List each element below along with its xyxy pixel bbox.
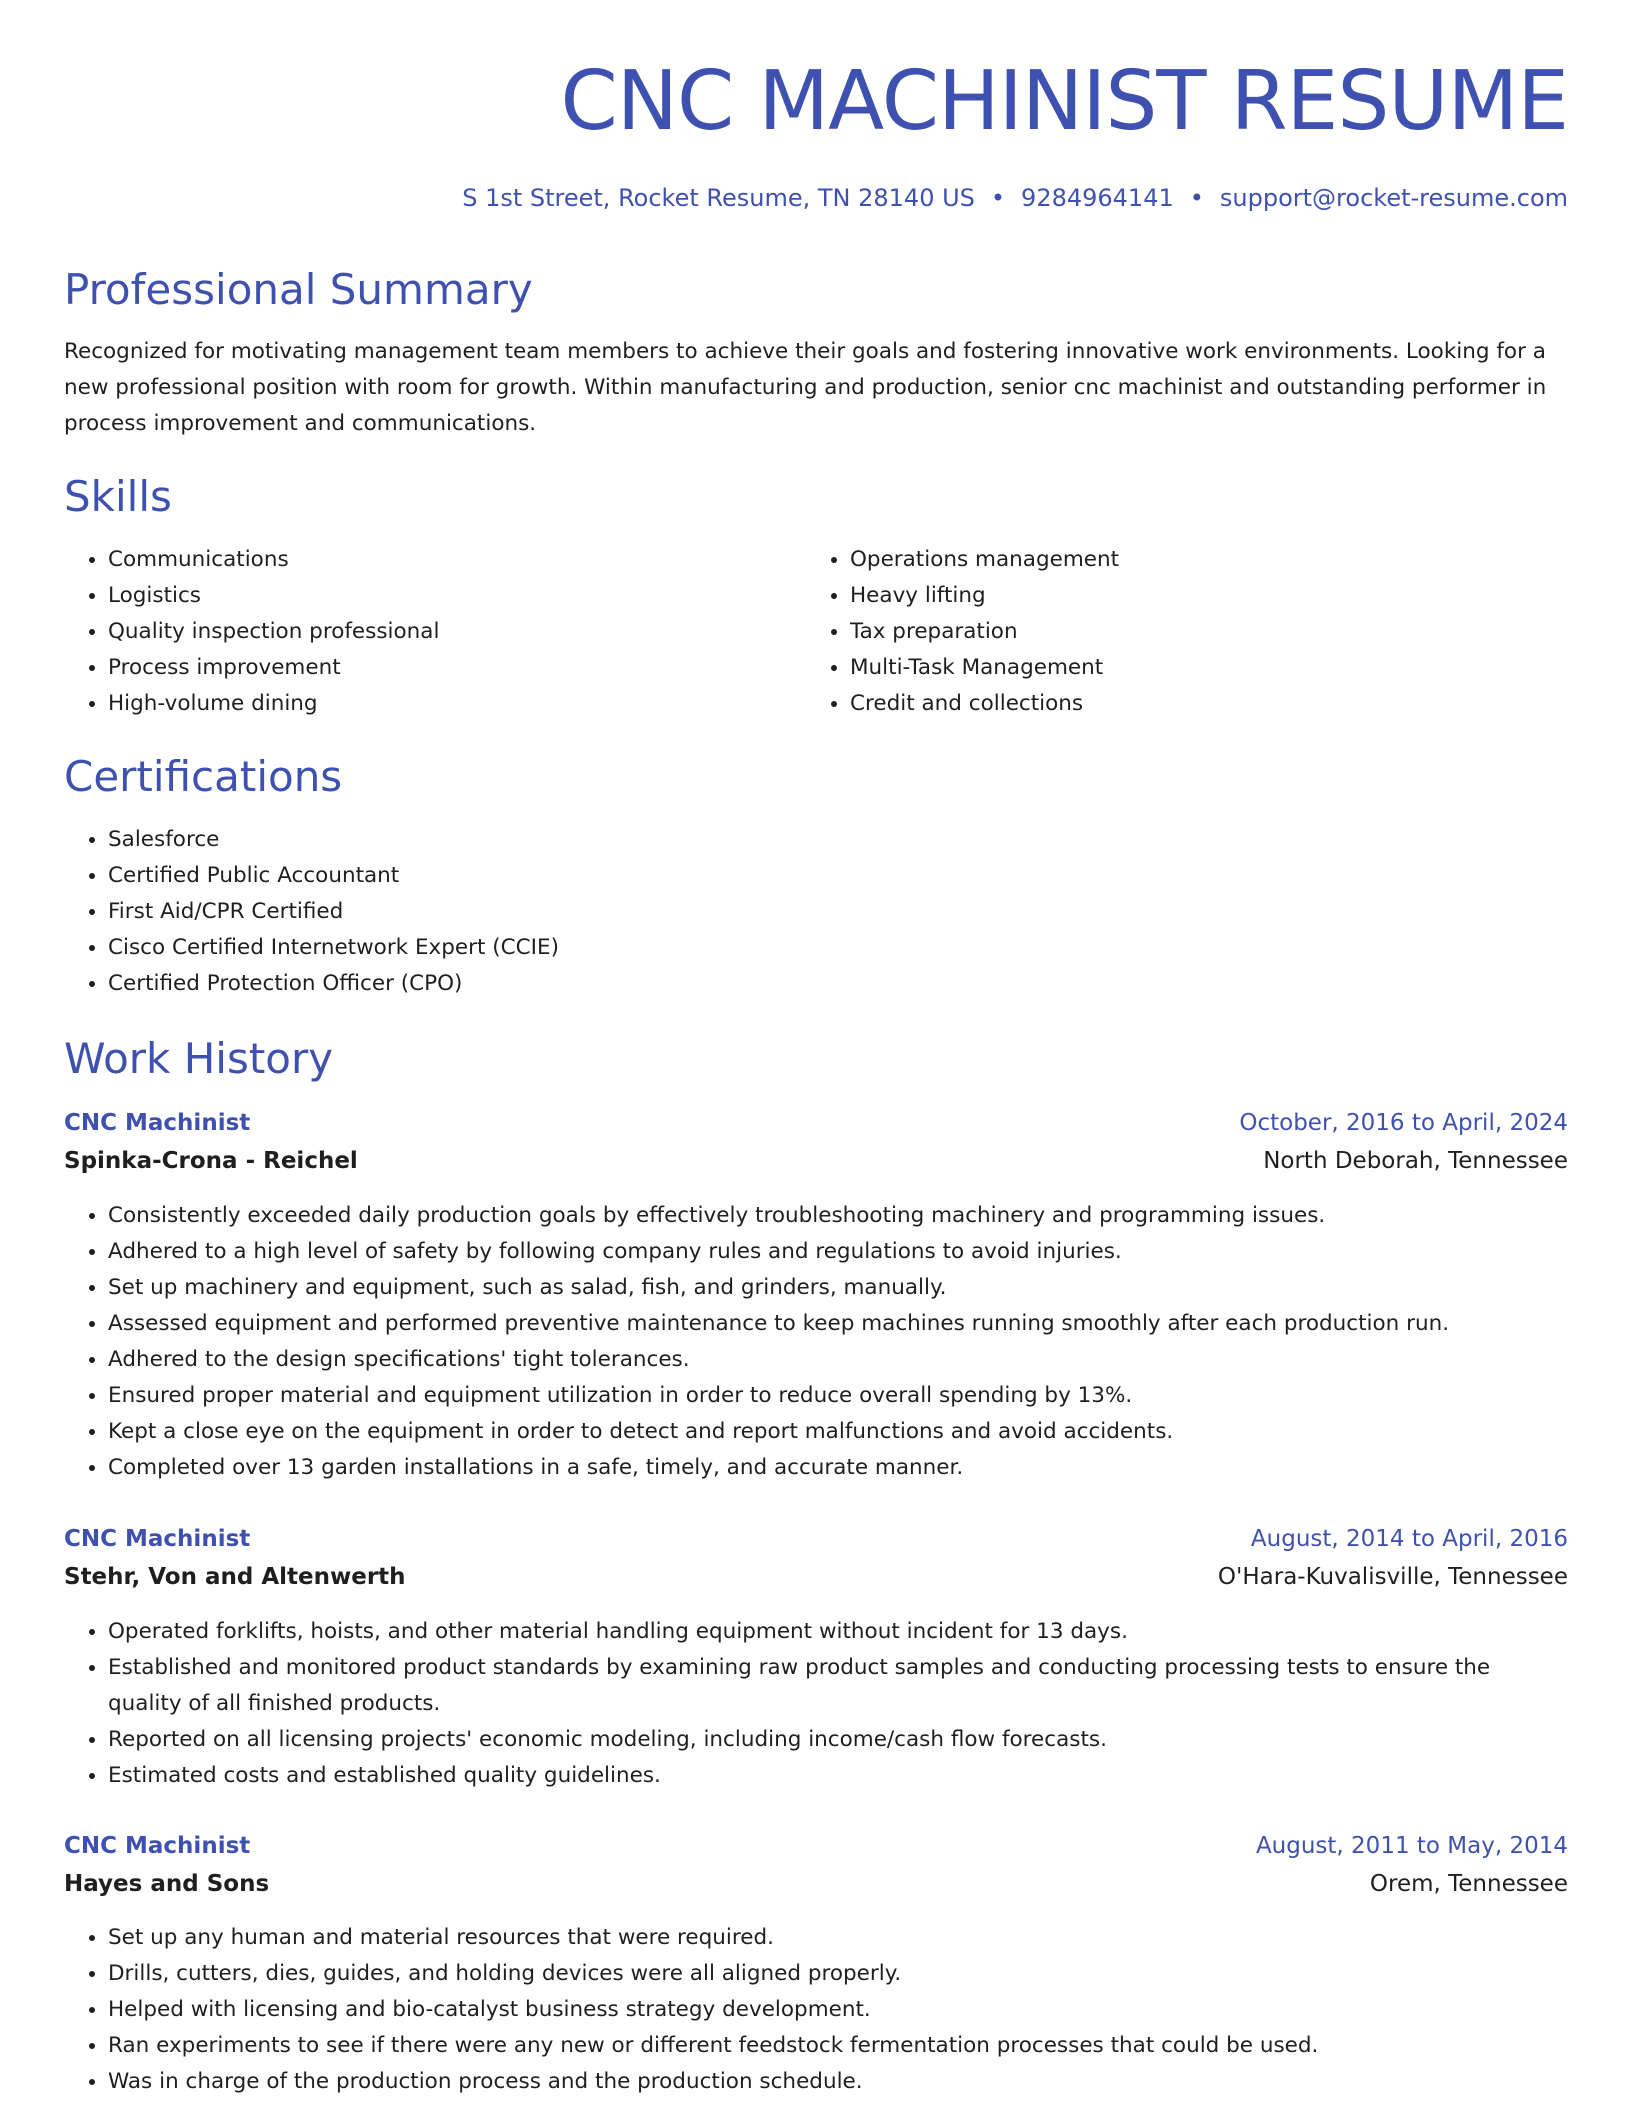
job-title: CNC Machinist [64,1526,251,1552]
resume-title: CNC MACHINIST RESUME [560,54,1568,149]
skill-item: • Credit and collections [850,686,1550,722]
company-name: Stehr, Von and Altenwerth [64,1564,406,1590]
contact-line [462,178,1568,218]
skill-item: • Operations management [850,542,1550,578]
company-name: Hayes and Sons [64,1871,270,1897]
contact-address: S 1st Street, Rocket Resume, TN 28140 US [462,184,975,212]
job-employer [64,1141,1568,1181]
job-bullet: • Consistently exceeded daily production goals by effectively troubleshooting machinery and programming issues. [108,1198,1568,1234]
certification-item: • First Aid/CPR Certified [108,894,1568,930]
certification-item: • Salesforce [108,822,1568,858]
job-title: CNC Machinist [64,1833,251,1859]
job-bullet: • Drills, cutters, dies, guides, and holding devices were all aligned properly. [108,1956,1568,1992]
skill-item: • Heavy lifting [850,578,1550,614]
job-header [64,1103,1568,1143]
certifications-heading: Certifications [64,752,343,801]
job-dates: August, 2014 to April, 2016 [1250,1526,1568,1552]
summary-heading: Professional Summary [64,265,533,314]
skills-list-left [64,542,808,722]
job-location: O'Hara-Kuvalisville, Tennessee [1217,1564,1568,1590]
job-bullet: • Set up any human and material resources that were required. [108,1920,1568,1956]
company-name: Spinka-Crona - Reichel [64,1148,358,1174]
certifications-list [64,822,1568,1002]
job-bullets [64,1614,1568,1794]
job-bullet: • Established and monitored product standards by examining raw product samples and conducting processing tests to ensure the quality of all finished products. [108,1650,1568,1722]
job-header [64,1519,1568,1559]
certification-item: • Certified Public Accountant [108,858,1568,894]
job-dates: August, 2011 to May, 2014 [1255,1833,1568,1859]
job-bullet: • Completed over 13 garden installations in a safe, timely, and accurate manner. [108,1450,1568,1486]
job-bullet: • Ran experiments to see if there were any new or different feedstock fermentation processes that could be used. [108,2028,1568,2064]
job-bullet: • Helped with licensing and bio-catalyst business strategy development. [108,1992,1568,2028]
skills-heading: Skills [64,472,172,521]
job-bullet: • Ensured proper material and equipment utilization in order to reduce overall spending by 13%. [108,1378,1568,1414]
job-bullet: • Estimated costs and established quality guidelines. [108,1758,1568,1794]
job-bullets [64,1198,1568,1486]
work-history-heading: Work History [64,1034,334,1083]
certification-item: • Cisco Certified Internetwork Expert (CCIE) [108,930,1568,966]
job-location: North Deborah, Tennessee [1263,1148,1568,1174]
job-dates: October, 2016 to April, 2024 [1239,1110,1568,1136]
skill-item: • Communications [108,542,808,578]
job-title: CNC Machinist [64,1110,251,1136]
job-employer [64,1864,1568,1904]
job-location: Orem, Tennessee [1369,1871,1568,1897]
job-bullet: • Adhered to the design specifications' tight tolerances. [108,1342,1568,1378]
skill-item: • Process improvement [108,650,808,686]
contact-phone: 9284964141 [1021,184,1174,212]
job-bullets [64,1920,1568,2100]
job-bullet: • Kept a close eye on the equipment in order to detect and report malfunctions and avoid accidents. [108,1414,1568,1450]
job-header [64,1826,1568,1866]
job-bullet: • Was in charge of the production process and the production schedule. [108,2064,1568,2100]
job-bullet: • Reported on all licensing projects' economic modeling, including income/cash flow forecasts. [108,1722,1568,1758]
job-bullet: • Operated forklifts, hoists, and other material handling equipment without incident for 13 days. [108,1614,1568,1650]
skill-item: • Quality inspection professional [108,614,808,650]
job-bullet: • Assessed equipment and performed preventive maintenance to keep machines running smoothly after each production run. [108,1306,1568,1342]
job-employer [64,1557,1568,1597]
job-bullet: • Adhered to a high level of safety by following company rules and regulations to avoid injuries. [108,1234,1568,1270]
contact-separator: • [990,184,1006,212]
skill-item: • Multi-Task Management [850,650,1550,686]
skill-item: • Logistics [108,578,808,614]
contact-separator: • [1189,184,1204,212]
skill-item: • Tax preparation [850,614,1550,650]
contact-email: support@rocket-resume.com [1219,184,1568,212]
skill-item: • High-volume dining [108,686,808,722]
summary-text: Recognized for motivating management team members to achieve their goals and fostering innovative work environments. Looking for a new professional position with room for growth. Within manufacturing and production, senior cnc machinist and outstanding performer in process improvement and communications. [64,339,1547,436]
certification-item: • Certified Protection Officer (CPO) [108,966,1568,1002]
job-bullet: • Set up machinery and equipment, such as salad, fish, and grinders, manually. [108,1270,1568,1306]
skills-list-right [806,542,1550,722]
